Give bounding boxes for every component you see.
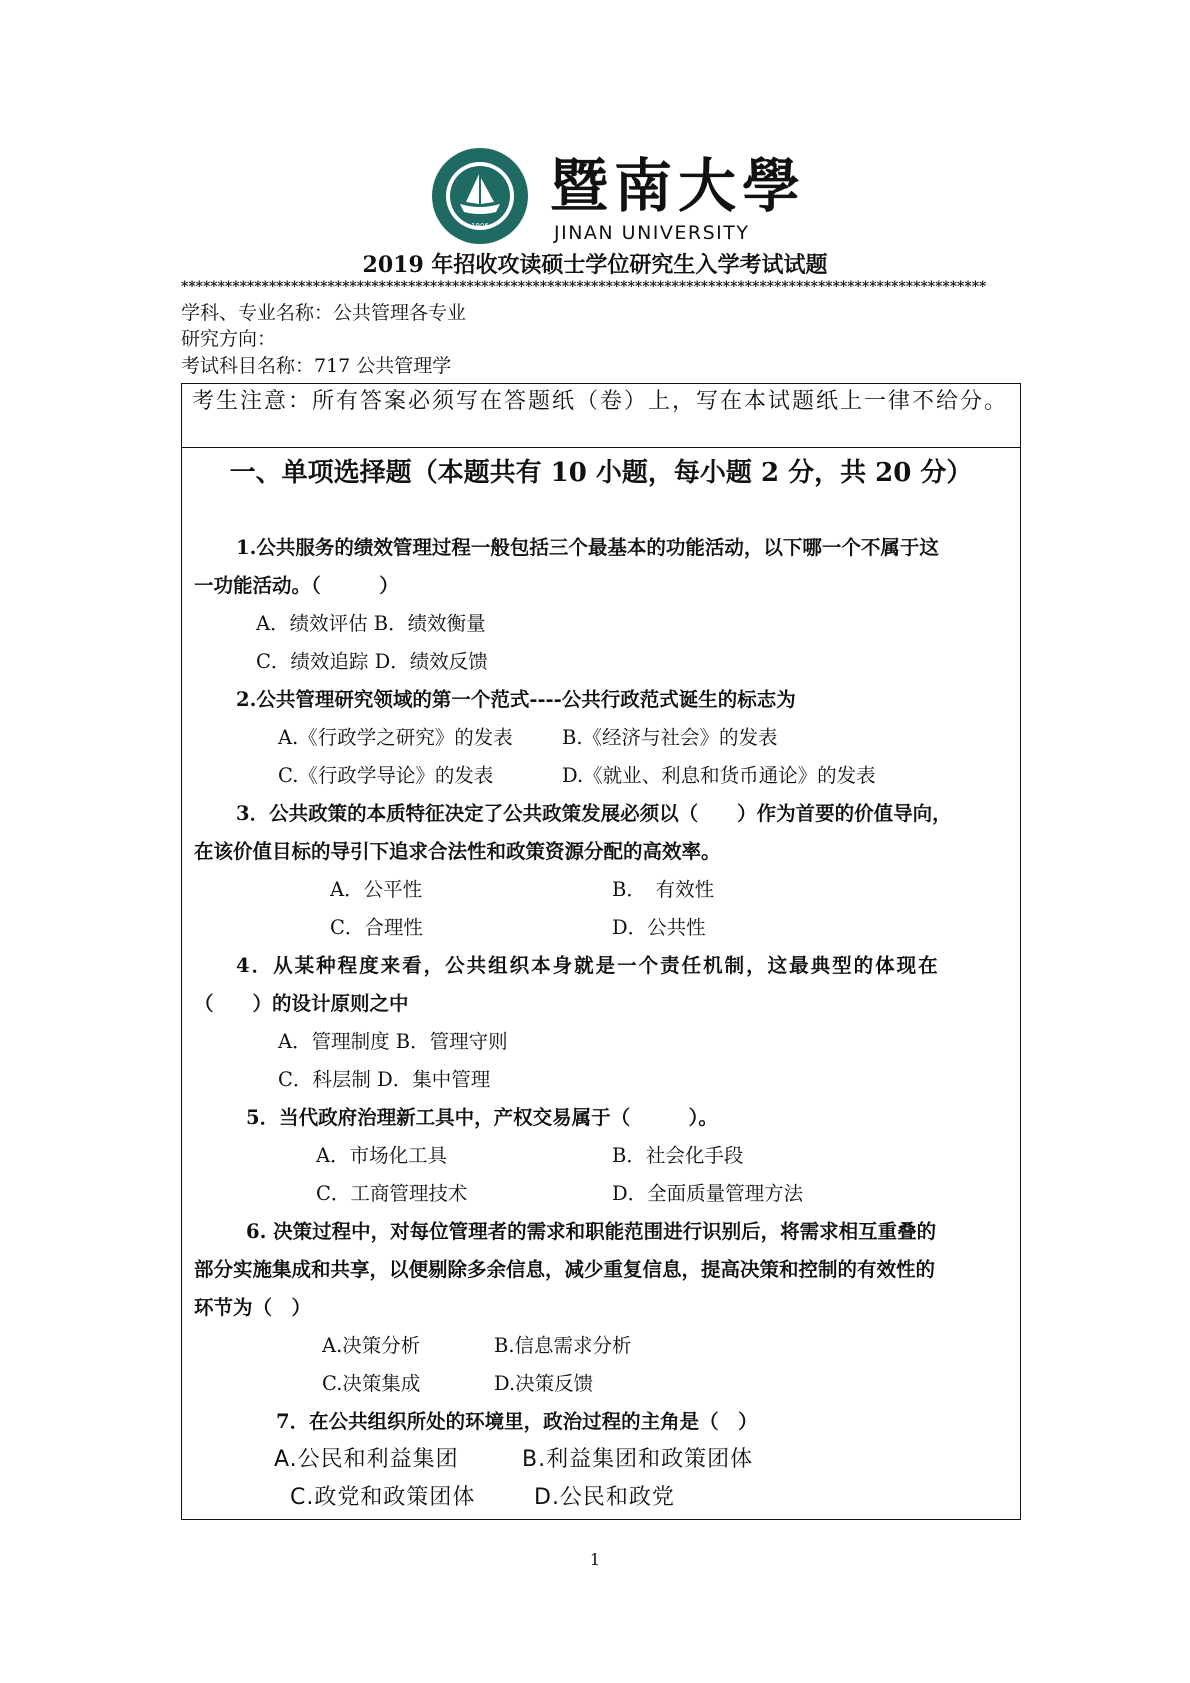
candidate-notice: 考生注意：所有答案必须写在答题纸（卷）上，写在本试题纸上一律不给分。 [182, 384, 1020, 448]
question-5-line-1: 5．当代政府治理新工具中，产权交易属于（ ）。 [246, 1106, 718, 1129]
question-5-option-d: D．全面质量管理方法 [612, 1182, 804, 1205]
university-name-cn: 暨南大學 [550, 152, 807, 220]
question-1-options-cd: C．绩效追踪 D．绩效反馈 [256, 650, 488, 673]
question-2-option-b: B.《经济与社会》的发表 [562, 726, 778, 749]
question-6-option-d: D.决策反馈 [494, 1372, 594, 1395]
question-7-option-d: D.公民和政党 [534, 1485, 675, 1510]
question-1-line-2: 一功能活动。（ ） [194, 574, 399, 597]
question-2-option-a: A.《行政学之研究》的发表 [278, 726, 513, 749]
question-4-options-cd: C．科层制 D．集中管理 [278, 1068, 491, 1091]
question-1-options-ab: A．绩效评估 B．绩效衡量 [256, 612, 486, 635]
subject-line: 学科、专业名称：公共管理各专业 [181, 302, 467, 324]
course-line: 考试科目名称：717 公共管理学 [181, 355, 452, 377]
question-4-line-2: （ ）的设计原则之中 [194, 992, 409, 1015]
question-3-line-2: 在该价值目标的导引下追求合法性和政策资源分配的高效率。 [194, 840, 721, 863]
direction-line: 研究方向： [181, 328, 277, 350]
question-5-option-a: A．市场化工具 [316, 1144, 448, 1167]
question-6-option-c: C.决策集成 [322, 1372, 421, 1395]
question-5-option-b: B．社会化手段 [612, 1144, 744, 1167]
star-divider: ************************************************************************************************************** [181, 279, 987, 295]
question-6-line-3: 环节为（ ） [194, 1296, 312, 1319]
university-logo [430, 146, 807, 246]
question-5-option-c: C．工商管理技术 [316, 1182, 468, 1205]
question-2-line-1: 2.公共管理研究领域的第一个范式----公共行政范式诞生的标志为 [236, 688, 796, 711]
page-number: 1 [589, 1550, 601, 1569]
exam-title: 2019 年招收攻读硕士学位研究生入学考试试题 [362, 252, 828, 278]
question-6-option-b: B.信息需求分析 [494, 1334, 632, 1357]
question-3-option-b: B． 有效性 [612, 878, 715, 901]
question-6-line-2: 部分实施集成和共享，以便剔除多余信息，减少重复信息，提高决策和控制的有效性的 [194, 1258, 936, 1281]
question-box [181, 383, 1021, 1520]
question-1-line-1: 1.公共服务的绩效管理过程一般包括三个最基本的功能活动，以下哪一个不属于这 [236, 536, 939, 559]
question-6-line-1: 6. 决策过程中，对每位管理者的需求和职能范围进行识别后，将需求相互重叠的 [246, 1220, 937, 1243]
question-4-options-ab: A．管理制度 B．管理守则 [278, 1030, 508, 1053]
svg-text:1906: 1906 [471, 222, 489, 230]
question-4-line-1: 4．从某种程度来看，公共组织本身就是一个责任机制，这最典型的体现在 [236, 954, 940, 977]
question-6-option-a: A.决策分析 [322, 1334, 421, 1357]
university-name-en: JINAN UNIVERSITY [554, 222, 750, 244]
question-2-option-d: D.《就业、利息和货币通论》的发表 [562, 764, 876, 787]
section-title: 一、单项选择题（本题共有 10 小题，每小题 2 分，共 20 分） [229, 458, 973, 488]
question-2-option-c: C.《行政学导论》的发表 [278, 764, 494, 787]
question-3-option-c: C．合理性 [330, 916, 423, 939]
question-7-option-a: A.公民和利益集团 [274, 1447, 459, 1472]
university-seal-icon [430, 146, 530, 246]
question-3-line-1: 3．公共政策的本质特征决定了公共政策发展必须以（ ）作为首要的价值导向， [236, 802, 952, 825]
question-7-option-c: C.政党和政策团体 [290, 1485, 476, 1510]
question-3-option-d: D．公共性 [612, 916, 706, 939]
question-7-line-1: 7．在公共组织所处的环境里，政治过程的主角是（ ） [276, 1410, 758, 1433]
question-7-option-b: B.利益集团和政策团体 [522, 1447, 754, 1472]
question-3-option-a: A．公平性 [330, 878, 423, 901]
